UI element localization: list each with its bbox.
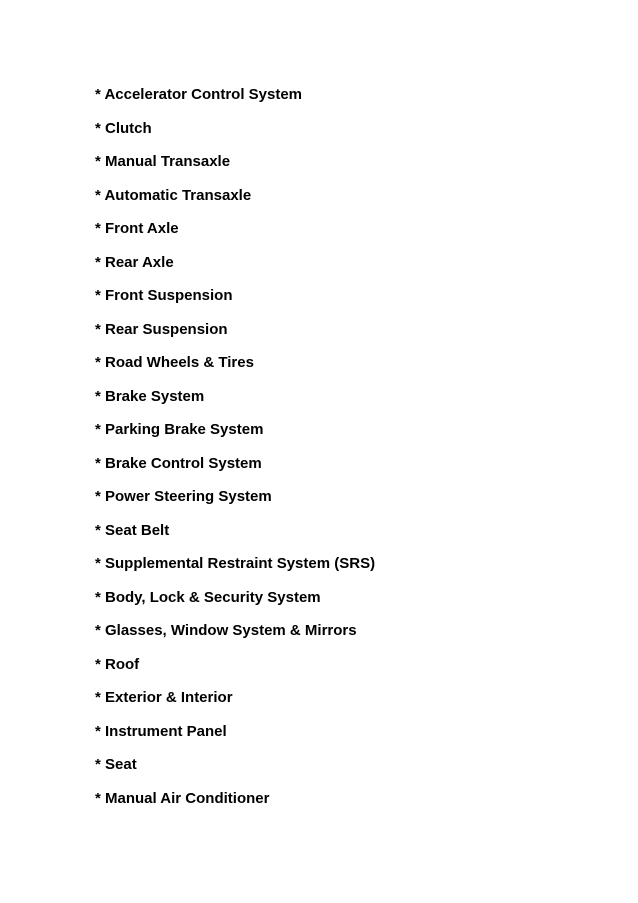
list-item: * Power Steering System — [95, 488, 272, 505]
list-item: * Parking Brake System — [95, 421, 264, 438]
list-item: * Glasses, Window System & Mirrors — [95, 622, 357, 639]
list-item: * Manual Transaxle — [95, 153, 231, 170]
list-item: * Seat — [95, 756, 137, 773]
list-item: * Manual Air Conditioner — [95, 789, 270, 807]
section-list — [95, 84, 375, 821]
list-item: * Supplemental Restraint System (SRS) — [95, 555, 376, 572]
list-item: * Front Suspension — [95, 287, 233, 304]
list-item: * Automatic Transaxle — [95, 186, 252, 204]
list-item: * Instrument Panel — [95, 722, 227, 740]
list-item: * Accelerator Control System — [95, 86, 303, 103]
list-item: * Seat Belt — [95, 521, 170, 539]
list-item: * Clutch — [95, 119, 152, 137]
list-item: * Rear Axle — [95, 253, 174, 271]
list-item: * Rear Suspension — [95, 320, 228, 338]
list-item: * Front Axle — [95, 220, 179, 237]
list-item: * Exterior & Interior — [95, 689, 233, 706]
list-item: * Body, Lock & Security System — [95, 588, 321, 606]
list-item: * Brake Control System — [95, 454, 262, 472]
list-item: * Brake System — [95, 387, 205, 405]
list-item: * Road Wheels & Tires — [95, 354, 254, 371]
list-item: * Roof — [95, 655, 140, 673]
